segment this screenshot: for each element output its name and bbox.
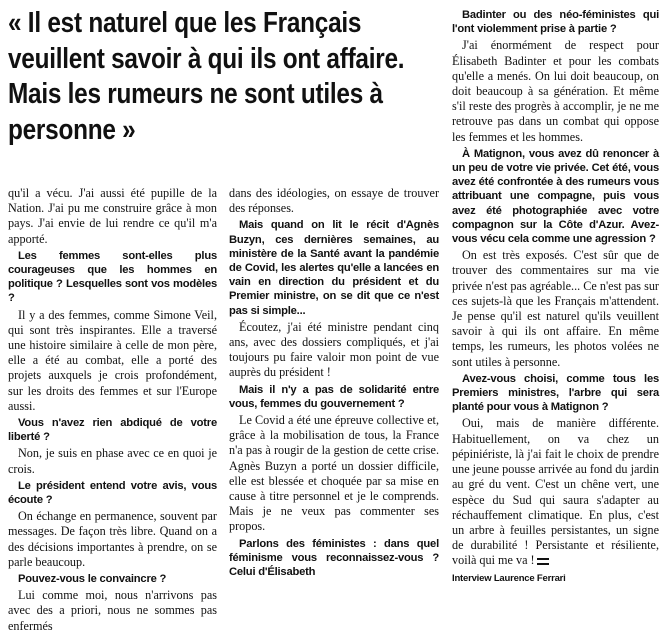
column-1 bbox=[8, 186, 217, 634]
answer-paragraph: On est très exposés. C'est sûr que de trouver des commentaires sur ma vie privée n'est pas agréable... Ce n'est pas sur ces sujets-là que les Français m'attendent. Je pense qu'il est naturel qu'ils veuillent savoir à qui ils ont affaire. En même temps, les rumeurs, les photos volées ne sont utiles à personne. bbox=[452, 248, 659, 369]
answer-paragraph: Non, je suis en phase avec ce en quoi je crois. bbox=[8, 446, 217, 476]
answer-paragraph: On échange en permanence, souvent par messages. De façon très libre. Quand on a des décisions importantes à prendre, on se parle beaucoup. bbox=[8, 509, 217, 569]
answer-text: Oui, mais de manière différente. Habituellement, on va chez un pépiniériste, là j'ai fait le choix de prendre une jeune pousse arrivée au fond du jardin au gré du vent. C'est un chêne vert, une espèce du Sud qui saura s'adapter au réchauffement climatique. En plus, c'est un arbre à feuilles persistantes, un signe de durabilité ! Persistante et résiliente, voilà qui me va ! bbox=[452, 416, 659, 568]
question-paragraph: Mais il n'y a pas de solidarité entre vous, femmes du gouvernement ? bbox=[229, 383, 439, 410]
article-headline bbox=[8, 6, 428, 148]
answer-paragraph bbox=[452, 416, 659, 568]
answer-paragraph: Lui comme moi, nous n'arrivons pas avec des a priori, nous ne sommes pas enfermés bbox=[8, 588, 217, 633]
question-paragraph: À Matignon, vous avez dû renoncer à un peu de votre vie privée. Cet été, vous avez été confrontée à des rumeurs vous attribuant une compagne, puis vous avez été photographiée avec votre compagnon sur la Côte d'Azur. Avez-vous vécu cela comme une agression ? bbox=[452, 147, 659, 246]
headline-line: « Il est naturel que les Français bbox=[8, 7, 362, 39]
question-paragraph: Les femmes sont-elles plus courageuses que les hommes en politique ? Lesquelles sont vos modèles ? bbox=[8, 249, 217, 305]
question-paragraph: Vous n'avez rien abdiqué de votre liberté ? bbox=[8, 417, 217, 444]
answer-paragraph: qu'il a vécu. J'ai aussi été pupille de la Nation. J'ai pu me construire grâce à mon pays. J'ai envie de lui rendre ce qu'il m'a apporté. bbox=[8, 186, 217, 246]
headline-line: Mais les rumeurs ne sont utiles à bbox=[8, 78, 383, 110]
column-3 bbox=[452, 8, 659, 586]
question-paragraph: Le président entend votre avis, vous écoute ? bbox=[8, 479, 217, 507]
question-paragraph: Mais quand on lit le récit d'Agnès Buzyn, ces dernières semaines, au ministère de la Santé avant la pandémie de Covid, les alertes qu'elle a lancées en vain en direction du président et du Premier ministre, on se dit que ce n'est pas si simple... bbox=[229, 219, 439, 317]
headline-line: personne » bbox=[8, 113, 136, 146]
interview-credit: Interview Laurence Ferrari bbox=[452, 572, 566, 584]
question-paragraph: Badinter ou des néo-féministes qui l'ont violemment prise à partie ? bbox=[452, 9, 659, 36]
question-paragraph: Parlons des féministes : dans quel féminisme vous reconnaissez-vous ? Celui d'Élisabeth bbox=[229, 537, 439, 579]
answer-paragraph: J'ai énormément de respect pour Élisabeth Badinter et pour les combats qu'elle a menés. On lui doit beaucoup, on doit beaucoup à sa génération. Et même s'il reste des progrès à accomplir, je ne me retrouve pas dans un combat qui oppose les femmes et les hommes. bbox=[452, 38, 659, 144]
end-mark-icon bbox=[537, 558, 549, 565]
answer-paragraph: Le Covid a été une épreuve collective et, grâce à la mobilisation de tous, la France n'a pas à rougir de la gestion de cette crise. Agnès Buzyn a porté un dossier difficile, elle est blessée et choquée par sa mise en cause à titre personnel et je le comprends. Mais je ne veux pas commenter ses propos. bbox=[229, 413, 439, 534]
question-paragraph: Pouvez-vous le convaincre ? bbox=[18, 573, 167, 586]
signature-line bbox=[452, 570, 659, 586]
answer-paragraph: Il y a des femmes, comme Simone Veil, qui sont très inspirantes. Elle a traversé une histoire similaire à celle de mon père, elle a été au combat, elle a porté des projets auxquels je crois profondément, sur les droits des femmes et sur l'Europe aussi. bbox=[8, 307, 217, 413]
answer-paragraph: Écoutez, j'ai été ministre pendant cinq ans, avec des dossiers compliqués, et j'ai toujours pu faire valoir mon point de vue auprès du président ! bbox=[229, 319, 439, 380]
headline-line: veuillent savoir à qui ils ont affaire. bbox=[8, 42, 405, 75]
answer-paragraph: dans des idéologies, on essaye de trouver des réponses. bbox=[229, 186, 439, 216]
question-paragraph: Avez-vous choisi, comme tous les Premiers ministres, l'arbre qui sera planté pour vous à Matignon ? bbox=[452, 372, 659, 414]
column-2 bbox=[229, 186, 439, 581]
